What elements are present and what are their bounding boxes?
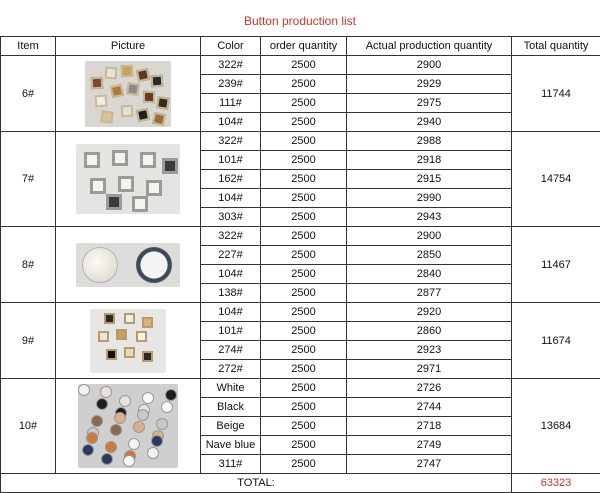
button-sample [82, 247, 118, 283]
actual-quantity-cell: 2840 [347, 265, 512, 284]
color-cell: 138# [201, 284, 261, 303]
button-sample [90, 178, 106, 194]
button-sample [152, 111, 166, 125]
button-sample [156, 418, 168, 430]
picture-cell [56, 227, 201, 303]
order-quantity-cell: 2500 [261, 94, 347, 113]
color-cell: 227# [201, 246, 261, 265]
button-sample [121, 104, 134, 117]
order-quantity-cell: 2500 [261, 398, 347, 417]
header-row [1, 37, 600, 56]
order-quantity-cell: 2500 [261, 417, 347, 436]
actual-quantity-cell: 2877 [347, 284, 512, 303]
color-cell: 303# [201, 208, 261, 227]
order-quantity-cell: 2500 [261, 436, 347, 455]
button-sample [100, 110, 113, 123]
item-cell: 6# [1, 56, 56, 132]
grand-total-value: 63323 [512, 474, 600, 493]
order-quantity-cell: 2500 [261, 170, 347, 189]
square-buttons-mixed-photo [85, 61, 171, 127]
button-sample [78, 384, 90, 396]
actual-quantity-cell: 2860 [347, 322, 512, 341]
table-row [1, 132, 600, 151]
button-sample [101, 453, 113, 465]
button-sample [140, 152, 156, 168]
table-row [1, 303, 600, 322]
order-quantity-cell: 2500 [261, 208, 347, 227]
group-total-cell: 14754 [512, 132, 600, 227]
picture-cell [56, 303, 201, 379]
button-sample [114, 412, 126, 424]
button-sample [84, 152, 100, 168]
button-sample [136, 247, 172, 283]
button-sample [156, 96, 170, 110]
button-sample [104, 66, 117, 79]
order-quantity-cell: 2500 [261, 322, 347, 341]
order-quantity-cell: 2500 [261, 341, 347, 360]
document-title: Button production list [0, 14, 600, 28]
total-label: TOTAL: [1, 474, 512, 493]
button-sample [106, 194, 122, 210]
order-quantity-cell: 2500 [261, 189, 347, 208]
item-cell: 10# [1, 379, 56, 474]
round-buttons-photo [76, 243, 180, 287]
picture-cell [56, 132, 201, 227]
color-cell: 162# [201, 170, 261, 189]
group-total-cell: 13684 [512, 379, 600, 474]
button-sample [142, 392, 154, 404]
actual-quantity-cell: 2726 [347, 379, 512, 398]
button-sample [116, 329, 127, 340]
item-cell: 9# [1, 303, 56, 379]
button-sample [136, 107, 150, 121]
button-sample [110, 424, 122, 436]
production-table [0, 36, 600, 493]
color-cell: 104# [201, 303, 261, 322]
actual-quantity-cell: 2929 [347, 75, 512, 94]
button-sample [142, 351, 153, 362]
order-quantity-cell: 2500 [261, 284, 347, 303]
button-sample [98, 331, 109, 342]
header-picture: Picture [56, 37, 201, 56]
actual-quantity-cell: 2915 [347, 170, 512, 189]
button-sample [136, 331, 147, 342]
button-sample [112, 150, 128, 166]
color-cell: Nave blue [201, 436, 261, 455]
color-cell: 104# [201, 265, 261, 284]
actual-quantity-cell: 2747 [347, 455, 512, 474]
actual-quantity-cell: 2940 [347, 113, 512, 132]
color-cell: 322# [201, 56, 261, 75]
button-sample [119, 395, 131, 407]
button-sample [143, 90, 155, 102]
order-quantity-cell: 2500 [261, 132, 347, 151]
button-sample [96, 398, 108, 410]
button-sample [86, 432, 98, 444]
button-sample [91, 415, 103, 427]
color-cell: 322# [201, 227, 261, 246]
order-quantity-cell: 2500 [261, 75, 347, 94]
color-cell: 101# [201, 151, 261, 170]
button-sample [82, 444, 94, 456]
actual-quantity-cell: 2943 [347, 208, 512, 227]
button-sample [106, 349, 117, 360]
actual-quantity-cell: 2971 [347, 360, 512, 379]
button-sample [128, 438, 140, 450]
picture-cell [56, 379, 201, 474]
button-sample [124, 313, 135, 324]
color-cell: Black [201, 398, 261, 417]
header-color: Color [201, 37, 261, 56]
button-sample [124, 347, 135, 358]
button-sample [91, 76, 104, 89]
order-quantity-cell: 2500 [261, 113, 347, 132]
button-sample [137, 409, 149, 421]
total-row [1, 474, 600, 493]
picture-cell [56, 56, 201, 132]
button-sample [132, 196, 148, 212]
button-sample [110, 83, 124, 97]
small-square-buttons-photo [90, 309, 166, 373]
color-cell: 311# [201, 455, 261, 474]
color-cell: White [201, 379, 261, 398]
button-sample [151, 435, 163, 447]
actual-quantity-cell: 2923 [347, 341, 512, 360]
color-cell: 239# [201, 75, 261, 94]
order-quantity-cell: 2500 [261, 246, 347, 265]
actual-quantity-cell: 2850 [347, 246, 512, 265]
color-cell: 104# [201, 113, 261, 132]
group-total-cell: 11744 [512, 56, 600, 132]
item-cell: 8# [1, 227, 56, 303]
actual-quantity-cell: 2988 [347, 132, 512, 151]
pearl-buttons-pile-photo [78, 384, 178, 468]
order-quantity-cell: 2500 [261, 227, 347, 246]
button-sample [104, 313, 115, 324]
button-sample [105, 441, 117, 453]
button-sample [151, 74, 164, 87]
button-sample [121, 64, 134, 77]
color-cell: 101# [201, 322, 261, 341]
actual-quantity-cell: 2920 [347, 303, 512, 322]
actual-quantity-cell: 2718 [347, 417, 512, 436]
item-cell: 7# [1, 132, 56, 227]
actual-quantity-cell: 2900 [347, 56, 512, 75]
button-sample [136, 67, 150, 81]
order-quantity-cell: 2500 [261, 265, 347, 284]
header-item: Item [1, 37, 56, 56]
header-actual-quantity: Actual production quantity [347, 37, 512, 56]
button-sample [142, 317, 153, 328]
color-cell: 274# [201, 341, 261, 360]
button-sample [133, 421, 145, 433]
group-total-cell: 11467 [512, 227, 600, 303]
order-quantity-cell: 2500 [261, 151, 347, 170]
color-cell: 272# [201, 360, 261, 379]
button-sample [100, 386, 112, 398]
table-row [1, 379, 600, 398]
actual-quantity-cell: 2990 [347, 189, 512, 208]
button-sample [147, 447, 159, 459]
order-quantity-cell: 2500 [261, 56, 347, 75]
button-sample [123, 455, 135, 467]
table-row [1, 227, 600, 246]
button-sample [94, 94, 107, 107]
button-sample [165, 389, 177, 401]
group-total-cell: 11674 [512, 303, 600, 379]
square-buttons-white-photo [76, 144, 180, 214]
actual-quantity-cell: 2749 [347, 436, 512, 455]
actual-quantity-cell: 2744 [347, 398, 512, 417]
order-quantity-cell: 2500 [261, 360, 347, 379]
button-sample [118, 176, 134, 192]
color-cell: Beige [201, 417, 261, 436]
order-quantity-cell: 2500 [261, 379, 347, 398]
button-sample [161, 401, 173, 413]
header-total-quantity: Total quantity [512, 37, 600, 56]
table-row [1, 56, 600, 75]
actual-quantity-cell: 2900 [347, 227, 512, 246]
actual-quantity-cell: 2918 [347, 151, 512, 170]
button-sample [146, 180, 162, 196]
actual-quantity-cell: 2975 [347, 94, 512, 113]
color-cell: 111# [201, 94, 261, 113]
color-cell: 322# [201, 132, 261, 151]
button-sample [162, 158, 178, 174]
header-order-quantity: order quantity [261, 37, 347, 56]
color-cell: 104# [201, 189, 261, 208]
button-sample [126, 82, 140, 96]
order-quantity-cell: 2500 [261, 455, 347, 474]
order-quantity-cell: 2500 [261, 303, 347, 322]
